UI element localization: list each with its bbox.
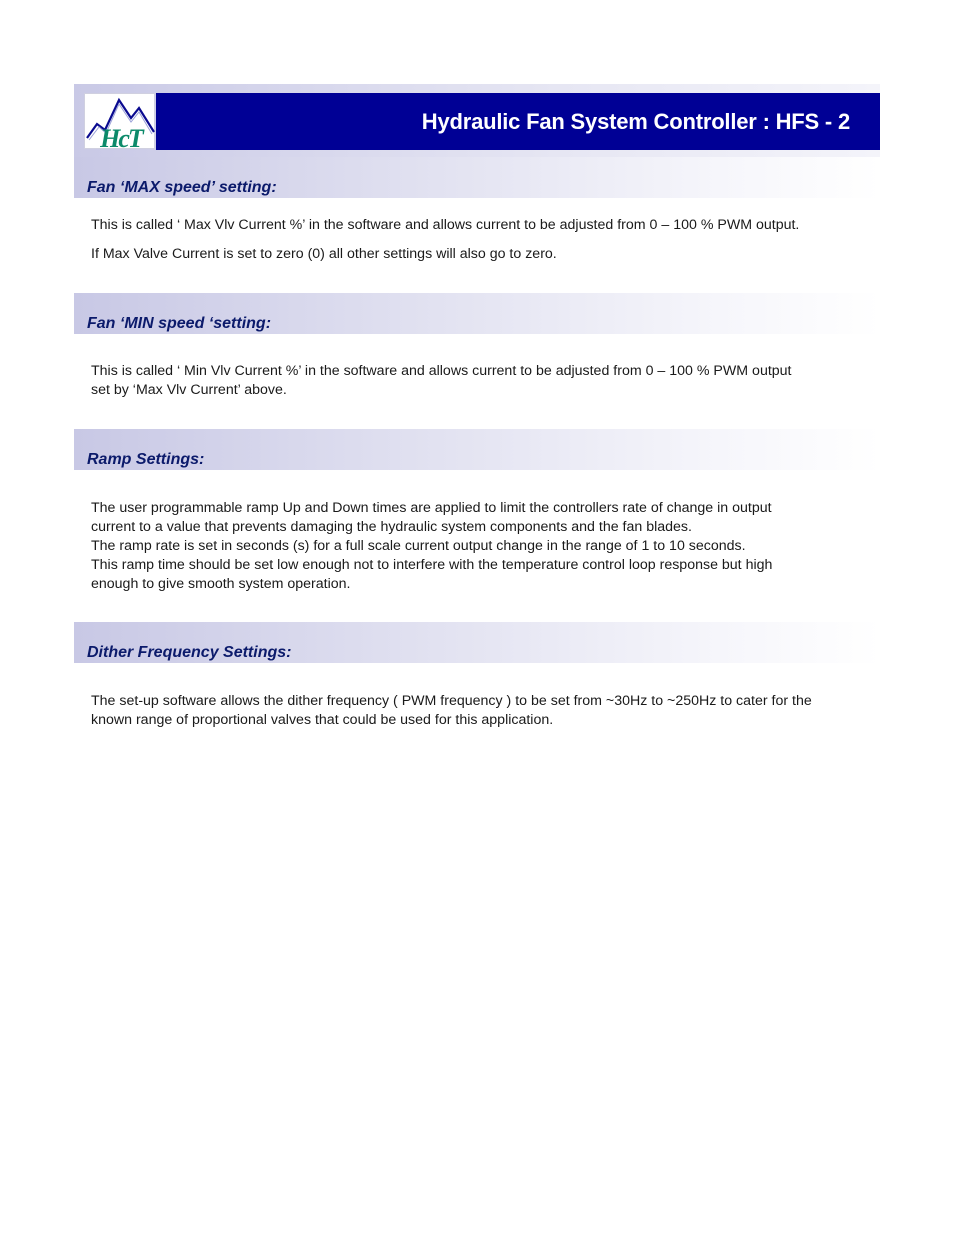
hct-logo bbox=[84, 93, 155, 149]
section-header-ramp-settings bbox=[74, 429, 880, 470]
text-line: known range of proportional valves that could be used for this application. bbox=[91, 712, 554, 728]
section-title: Fan ‘MIN speed ‘setting: bbox=[87, 315, 272, 332]
section-title: Dither Frequency Settings: bbox=[87, 644, 292, 661]
text-line: This ramp time should be set low enough not to interfere with the temperature control loop response but high bbox=[91, 557, 773, 573]
paragraph bbox=[91, 499, 856, 594]
mountain-logo-icon bbox=[85, 94, 156, 150]
title-bar bbox=[156, 93, 880, 150]
text-line: set by ‘Max Vlv Current’ above. bbox=[91, 382, 287, 398]
text-line: This is called ‘ Min Vlv Current %’ in the software and allows current to be adjusted from 0 – 100 % PWM output bbox=[91, 363, 792, 379]
section-header-min-speed bbox=[74, 293, 880, 334]
section-header-dither-frequency bbox=[74, 622, 880, 663]
paragraph bbox=[91, 362, 856, 400]
text-line: enough to give smooth system operation. bbox=[91, 576, 351, 592]
text-line: The set-up software allows the dither frequency ( PWM frequency ) to be set from ~30Hz to ~250Hz to cater for the bbox=[91, 693, 812, 709]
paragraph: If Max Valve Current is set to zero (0) all other settings will also go to zero. bbox=[91, 246, 557, 262]
paragraph: This is called ‘ Max Vlv Current %’ in the software and allows current to be adjusted from 0 – 100 % PWM output. bbox=[91, 217, 800, 233]
section-title: Ramp Settings: bbox=[87, 451, 205, 468]
text-line: The user programmable ramp Up and Down times are applied to limit the controllers rate of change in output bbox=[91, 500, 772, 516]
svg-text:HcT: HcT bbox=[100, 124, 142, 150]
text-line: current to a value that prevents damaging the hydraulic system components and the fan blades. bbox=[91, 519, 692, 535]
text-line: The ramp rate is set in seconds (s) for a full scale current output change in the range of 1 to 10 seconds. bbox=[91, 538, 746, 554]
section-title: Fan ‘MAX speed’ setting: bbox=[87, 179, 277, 196]
section-header-max-speed bbox=[74, 157, 880, 198]
page-title: Hydraulic Fan System Controller : HFS - 2 bbox=[421, 109, 850, 134]
paragraph bbox=[91, 692, 856, 730]
